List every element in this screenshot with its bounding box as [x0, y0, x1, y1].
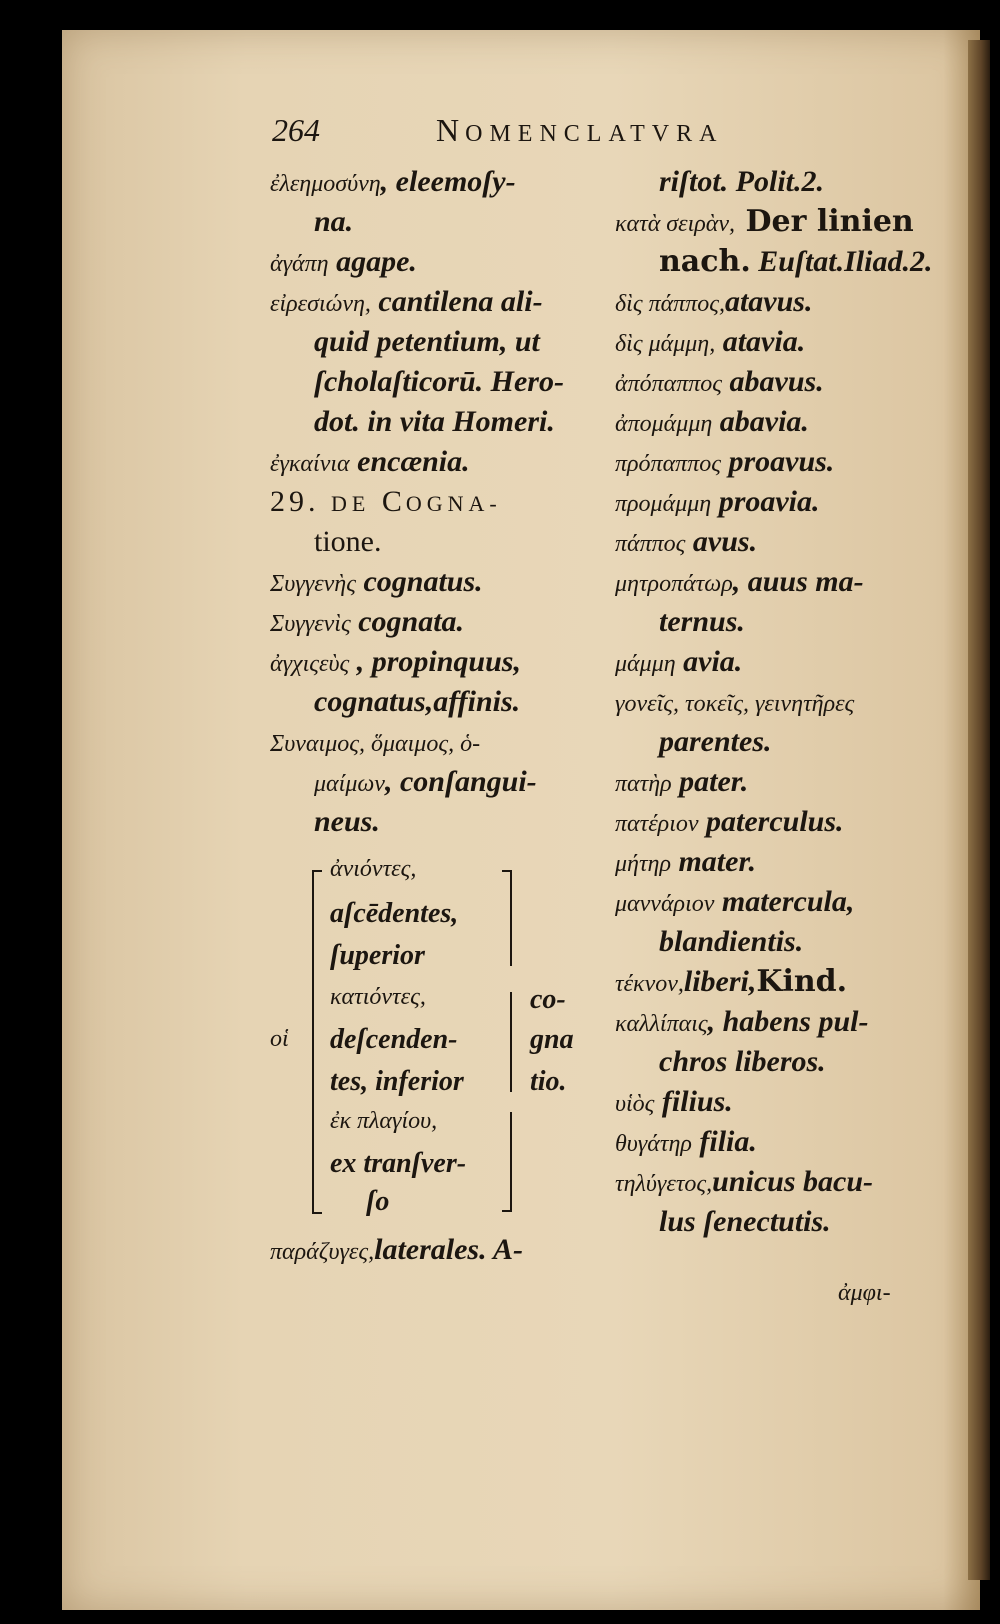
left-last-entry: παράζυγες,laterales. A- — [270, 1233, 523, 1266]
section-heading-cont: tione. — [314, 525, 382, 558]
entry-cont: ſcholaſticorū. Hero- — [314, 365, 564, 398]
tree-side-latin-2: ſo — [366, 1186, 390, 1217]
tree-right-1: co- — [530, 984, 566, 1015]
entry-cont: dot. in vita Homeri. — [314, 405, 555, 438]
tree-right-2: gna — [530, 1024, 574, 1055]
right-bracket-top — [502, 870, 512, 966]
page-number: 264 — [272, 112, 320, 148]
entry: ἐγκαίνια encænia. — [270, 445, 470, 478]
entry: ἀγχιςεὺς , propinquus, — [270, 645, 521, 678]
right-bracket-mid — [502, 992, 512, 1092]
entry: Συναιμος, ὅμαιμος, ὁ- — [270, 731, 481, 757]
tree-down-latin-1: deſcenden- — [330, 1024, 458, 1055]
kinship-bracket-diagram — [270, 856, 600, 1216]
tree-down-greek: κατιόντες, — [330, 984, 426, 1010]
entry-cont: μαίμων, conſangui- — [314, 765, 537, 798]
tree-up-latin-1: aſcēdentes, — [330, 898, 459, 929]
entry: ἀγάπη agape. — [270, 245, 417, 278]
entry-cont: cognatus,affinis. — [314, 685, 521, 718]
tree-article: οἱ — [270, 1026, 289, 1052]
catchword: ἀμφι- — [838, 1280, 891, 1306]
section-heading: 29. DE COGNA- — [270, 485, 502, 518]
tree-up-greek: ἀνιόντες, — [330, 856, 417, 882]
entry: εἰρεσιώνη, cantilena ali- — [270, 285, 543, 318]
entry: Συγγενὶς cognata. — [270, 605, 465, 638]
running-head — [0, 108, 1000, 160]
tree-down-latin-2: tes, inferior — [330, 1066, 464, 1097]
tree-side-greek: ἐκ πλαγίου, — [330, 1108, 438, 1134]
tree-side-latin-1: ex tranſver- — [330, 1148, 467, 1179]
tree-right-3: tio. — [530, 1066, 567, 1097]
entry-cont: na. — [314, 205, 354, 238]
right-column: riſtot. Polit.2. κατὰ σειρὰν, Der linien nach. Euſtat.Iliad.2. δὶς πάππος,atavus. δὶς μάμμη, atavia. ἀπόπαππος abavus. ἀπομάμμη abavia. πρόπαππος proavus. προμάμμη proavia. πάππος avus. μητροπάτωρ, auus ma- ternus. μάμμη avia. γονεῖς, τοκεῖς, γεινητῆρες parentes. πατὴρ pater. πατέριον paterculus. μήτηρ mater. μαννάριον matercula, blandientis. τέκνον,liberi,Kind. καλλίπαις, habens pul- chros liberos. υἱὸς filius. θυγάτηρ filia. τηλύγετος,unicus bacu- lus ſenectutis. — [615, 165, 933, 1238]
page-edge — [968, 40, 990, 1580]
right-bracket-bottom — [502, 1112, 512, 1212]
left-bracket — [312, 870, 322, 1214]
entry-cont: neus. — [314, 805, 380, 838]
running-title: NOMENCLATVRA — [436, 112, 724, 148]
tree-up-latin-2: ſuperior — [330, 940, 425, 971]
left-column — [270, 162, 600, 842]
entry: Συγγενὴς cognatus. — [270, 565, 483, 598]
entry-cont: quid petentium, ut — [314, 325, 540, 358]
entry: ἐλεημοσύνη, eleemoſy- — [270, 165, 516, 198]
